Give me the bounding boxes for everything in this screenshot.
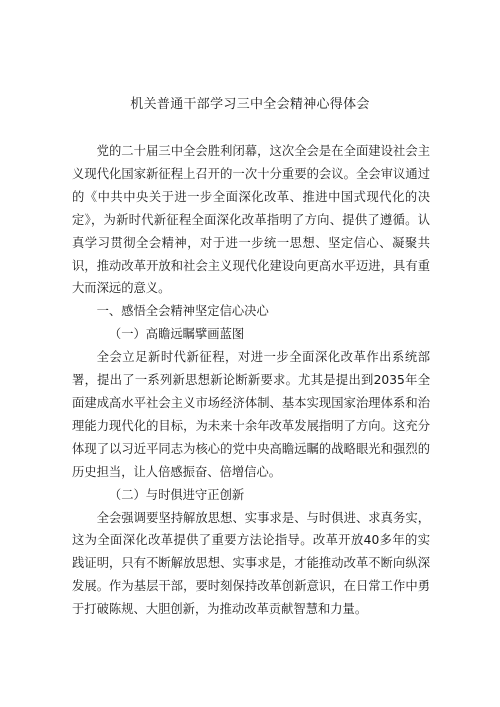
document-body bbox=[72, 140, 430, 621]
intro-paragraph: 党的二十届三中全会胜利闭幕，这次全会是在全面建设社会主义现代化国家新征程上召开的一次十分重要的会议。全会审议通过的《中共中央关于进一步全面深化改革、推进中国式现代化的决定》，为新时代新征程全面深化改革指明了方向、提供了遵循。认真学习贯彻全会精神，对于进一步统一思想、坚定信心、凝聚共识，推动改革开放和社会主义现代化建设向更高水平迈进，具有重大而深远的意义。 bbox=[72, 144, 430, 296]
section-heading: 一、感悟全会精神坚定信心决心 bbox=[96, 304, 269, 319]
subsection-paragraph-1: 全会立足新时代新征程，对进一步全面深化改革作出系统部署，提出了一系列新思想新论断新要求。尤其是提出到2035年全面建成高水平社会主义市场经济体制、基本实现国家治理体系和治理能力现代化的目标，为未来十余年改革发展指明了方向。这充分体现了以习近平同志为核心的党中央高瞻远瞩的战略眼光和强烈的历史担当，让人倍感振奋、倍增信心。 bbox=[72, 350, 430, 479]
subsection-paragraph-2: 全会强调要坚持解放思想、实事求是、与时俱进、求真务实，这为全面深化改革提供了重要方法论指导。改革开放40多年的实践证明，只有不断解放思想、实事求是，才能推动改革不断向纵深发展。作为基层干部，要时刻保持改革创新意识，在日常工作中勇于打破陈规、大胆创新，为推动改革贡献智慧和力量。 bbox=[72, 510, 430, 617]
subsection-heading-2: （二）与时俱进守正创新 bbox=[108, 487, 245, 502]
subsection-heading-1: （一）高瞻远瞩擘画蓝图 bbox=[108, 327, 245, 342]
document-title: 机关普通干部学习三中全会精神心得体会 bbox=[130, 97, 370, 112]
